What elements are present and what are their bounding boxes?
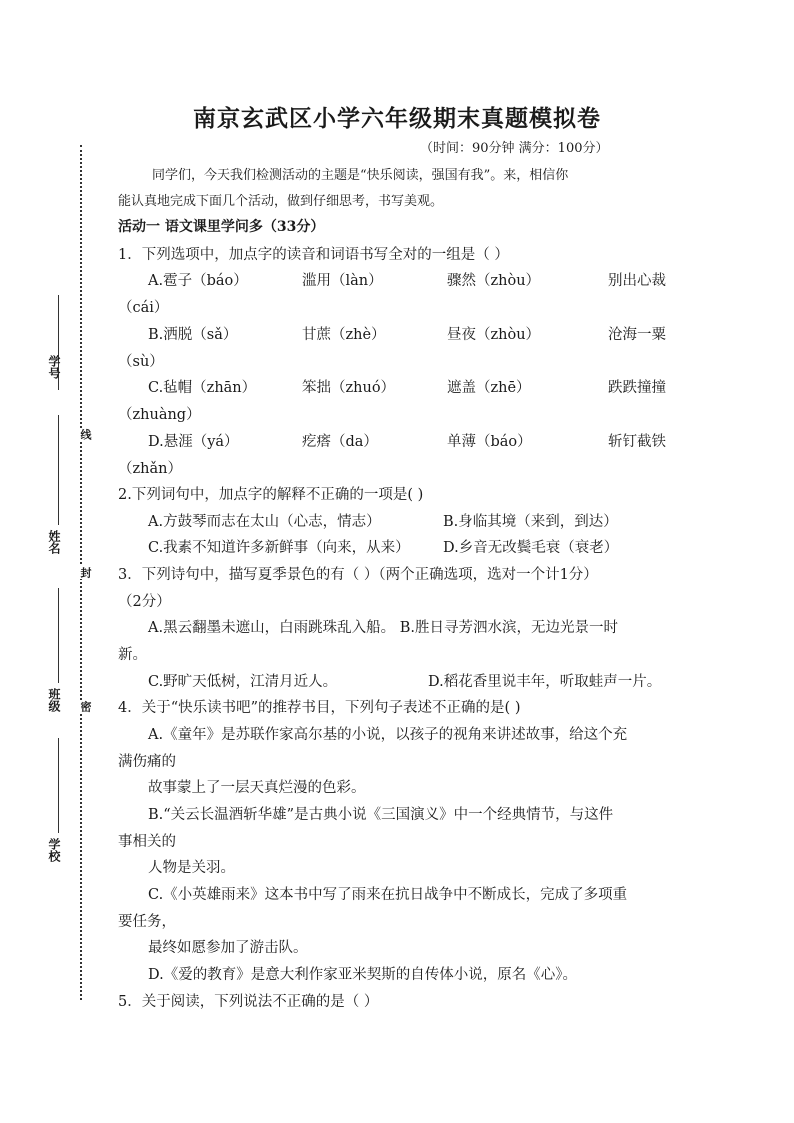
q3-options-ab-line1: A.黑云翻墨未遮山，白雨跳珠乱入船。 B.胜日寻芳泗水滨，无边光景一时 bbox=[148, 620, 618, 636]
q2-option-c: C.我素不知道许多新鲜事（向来，从来） bbox=[148, 540, 410, 556]
q4-option-c-line1: C.《小英雄雨来》这本书中写了雨来在抗日战争中不断成长，完成了多项重 bbox=[148, 887, 628, 903]
q1-b-item-2: 甘蔗（zhè） bbox=[302, 327, 386, 343]
q1-c-item-3: 遮盖（zhē） bbox=[447, 380, 531, 396]
q1-stem: 1．下列选项中，加点字的读音和词语书写全对的一组是（ ） bbox=[118, 247, 509, 263]
q1-a-item-1: A.雹子（báo） bbox=[148, 273, 248, 289]
q1-option-row-a bbox=[0, 269, 794, 289]
q1-d-item-3: 单薄（báo） bbox=[447, 434, 532, 450]
q1-c-item-1: C.毡帽（zhān） bbox=[148, 380, 257, 396]
q2-option-b: B.身临其境（来到，到达） bbox=[443, 514, 618, 530]
q1-c-item-4: 跌跌撞撞 bbox=[608, 380, 666, 396]
q1-option-row-c bbox=[0, 376, 794, 396]
school-field-line bbox=[58, 738, 59, 833]
q1-a-item-3: 骤然（zhòu） bbox=[447, 273, 541, 289]
section-heading: 活动一 语文课里学问多（33分） bbox=[118, 219, 325, 235]
q1-b-tail: （sù） bbox=[118, 354, 164, 370]
q4-option-a-line3: 故事蒙上了一层天真烂漫的色彩。 bbox=[148, 780, 366, 796]
q1-a-item-4: 别出心裁 bbox=[608, 273, 666, 289]
q4-option-b-line2: 事相关的 bbox=[118, 834, 176, 850]
q1-c-item-2: 笨拙（zhuó） bbox=[302, 380, 396, 396]
q1-b-item-4: 沧海一粟 bbox=[608, 327, 666, 343]
q1-b-item-3: 昼夜（zhòu） bbox=[447, 327, 541, 343]
q2-option-a: A.方鼓琴而志在太山（心志，情志） bbox=[148, 514, 381, 530]
q1-a-item-2: 滥用（làn） bbox=[302, 273, 383, 289]
q2-stem: 2.下列词句中，加点字的解释不正确的一项是( ) bbox=[118, 487, 424, 503]
q4-option-a-line1: A.《童年》是苏联作家高尔基的小说，以孩子的视角来讲述故事，给这个充 bbox=[148, 727, 628, 743]
binding-mark-line: 线 bbox=[79, 429, 92, 440]
q2-option-d: D.乡音无改鬓毛衰（衰老） bbox=[443, 540, 619, 556]
name-label: 姓名 bbox=[47, 530, 61, 554]
q3-stem: 3．下列诗句中，描写夏季景色的有（ ）（两个正确选项，选对一个计1分） bbox=[118, 567, 598, 583]
q4-option-d: D.《爱的教育》是意大利作家亚米契斯的自传体小说，原名《心》。 bbox=[148, 967, 577, 983]
q4-stem: 4．关于“快乐读书吧”的推荐书目，下列句子表述不正确的是( ) bbox=[118, 700, 521, 716]
q4-option-b-line3: 人物是关羽。 bbox=[148, 860, 235, 876]
q1-d-tail: （zhǎn） bbox=[118, 461, 182, 477]
q3-options-ab-line2: 新。 bbox=[118, 647, 147, 663]
q1-b-item-1: B.洒脱（sǎ） bbox=[148, 327, 238, 343]
time-info: （时间：90分钟 满分：100分） bbox=[420, 141, 609, 156]
q3-option-c: C.野旷天低树，江清月近人。 bbox=[148, 674, 338, 690]
q1-a-tail: （cái） bbox=[118, 300, 169, 316]
class-field-line bbox=[58, 588, 59, 683]
q4-option-a-line2: 满伤痛的 bbox=[118, 754, 176, 770]
q4-option-b-line1: B.“关云长温酒斩华雄”是古典小说《三国演义》中一个经典情节，与这件 bbox=[148, 807, 614, 823]
q3-option-d: D.稻花香里说丰年，听取蛙声一片。 bbox=[428, 674, 662, 690]
student-no-label: 学号 bbox=[47, 355, 61, 379]
intro-line-1: 同学们，今天我们检测活动的主题是“快乐阅读，强国有我”。来，相信你 bbox=[152, 168, 569, 183]
q5-stem: 5．关于阅读，下列说法不正确的是（ ） bbox=[118, 994, 379, 1010]
class-label: 班级 bbox=[47, 688, 61, 712]
q1-d-item-2: 疙瘩（da） bbox=[302, 434, 378, 450]
q1-d-item-4: 斩钉截铁 bbox=[608, 434, 666, 450]
q4-option-c-line2: 要任务， bbox=[118, 914, 176, 930]
intro-line-2: 能认真地完成下面几个活动，做到仔细思考，书写美观。 bbox=[118, 194, 444, 209]
q1-option-row-d bbox=[0, 430, 794, 450]
q1-c-tail: （zhuàng） bbox=[118, 407, 201, 423]
binding-mark-seal: 封 bbox=[79, 567, 92, 578]
q4-option-c-line3: 最终如愿参加了游击队。 bbox=[148, 940, 308, 956]
q3-score: （2分） bbox=[118, 594, 171, 610]
binding-mark-secret: 密 bbox=[79, 701, 92, 712]
q1-option-row-b bbox=[0, 323, 794, 343]
school-label: 学校 bbox=[47, 838, 61, 862]
page-title: 南京玄武区小学六年级期末真题模拟卷 bbox=[193, 105, 601, 132]
q1-d-item-1: D.悬涯（yá） bbox=[148, 434, 239, 450]
